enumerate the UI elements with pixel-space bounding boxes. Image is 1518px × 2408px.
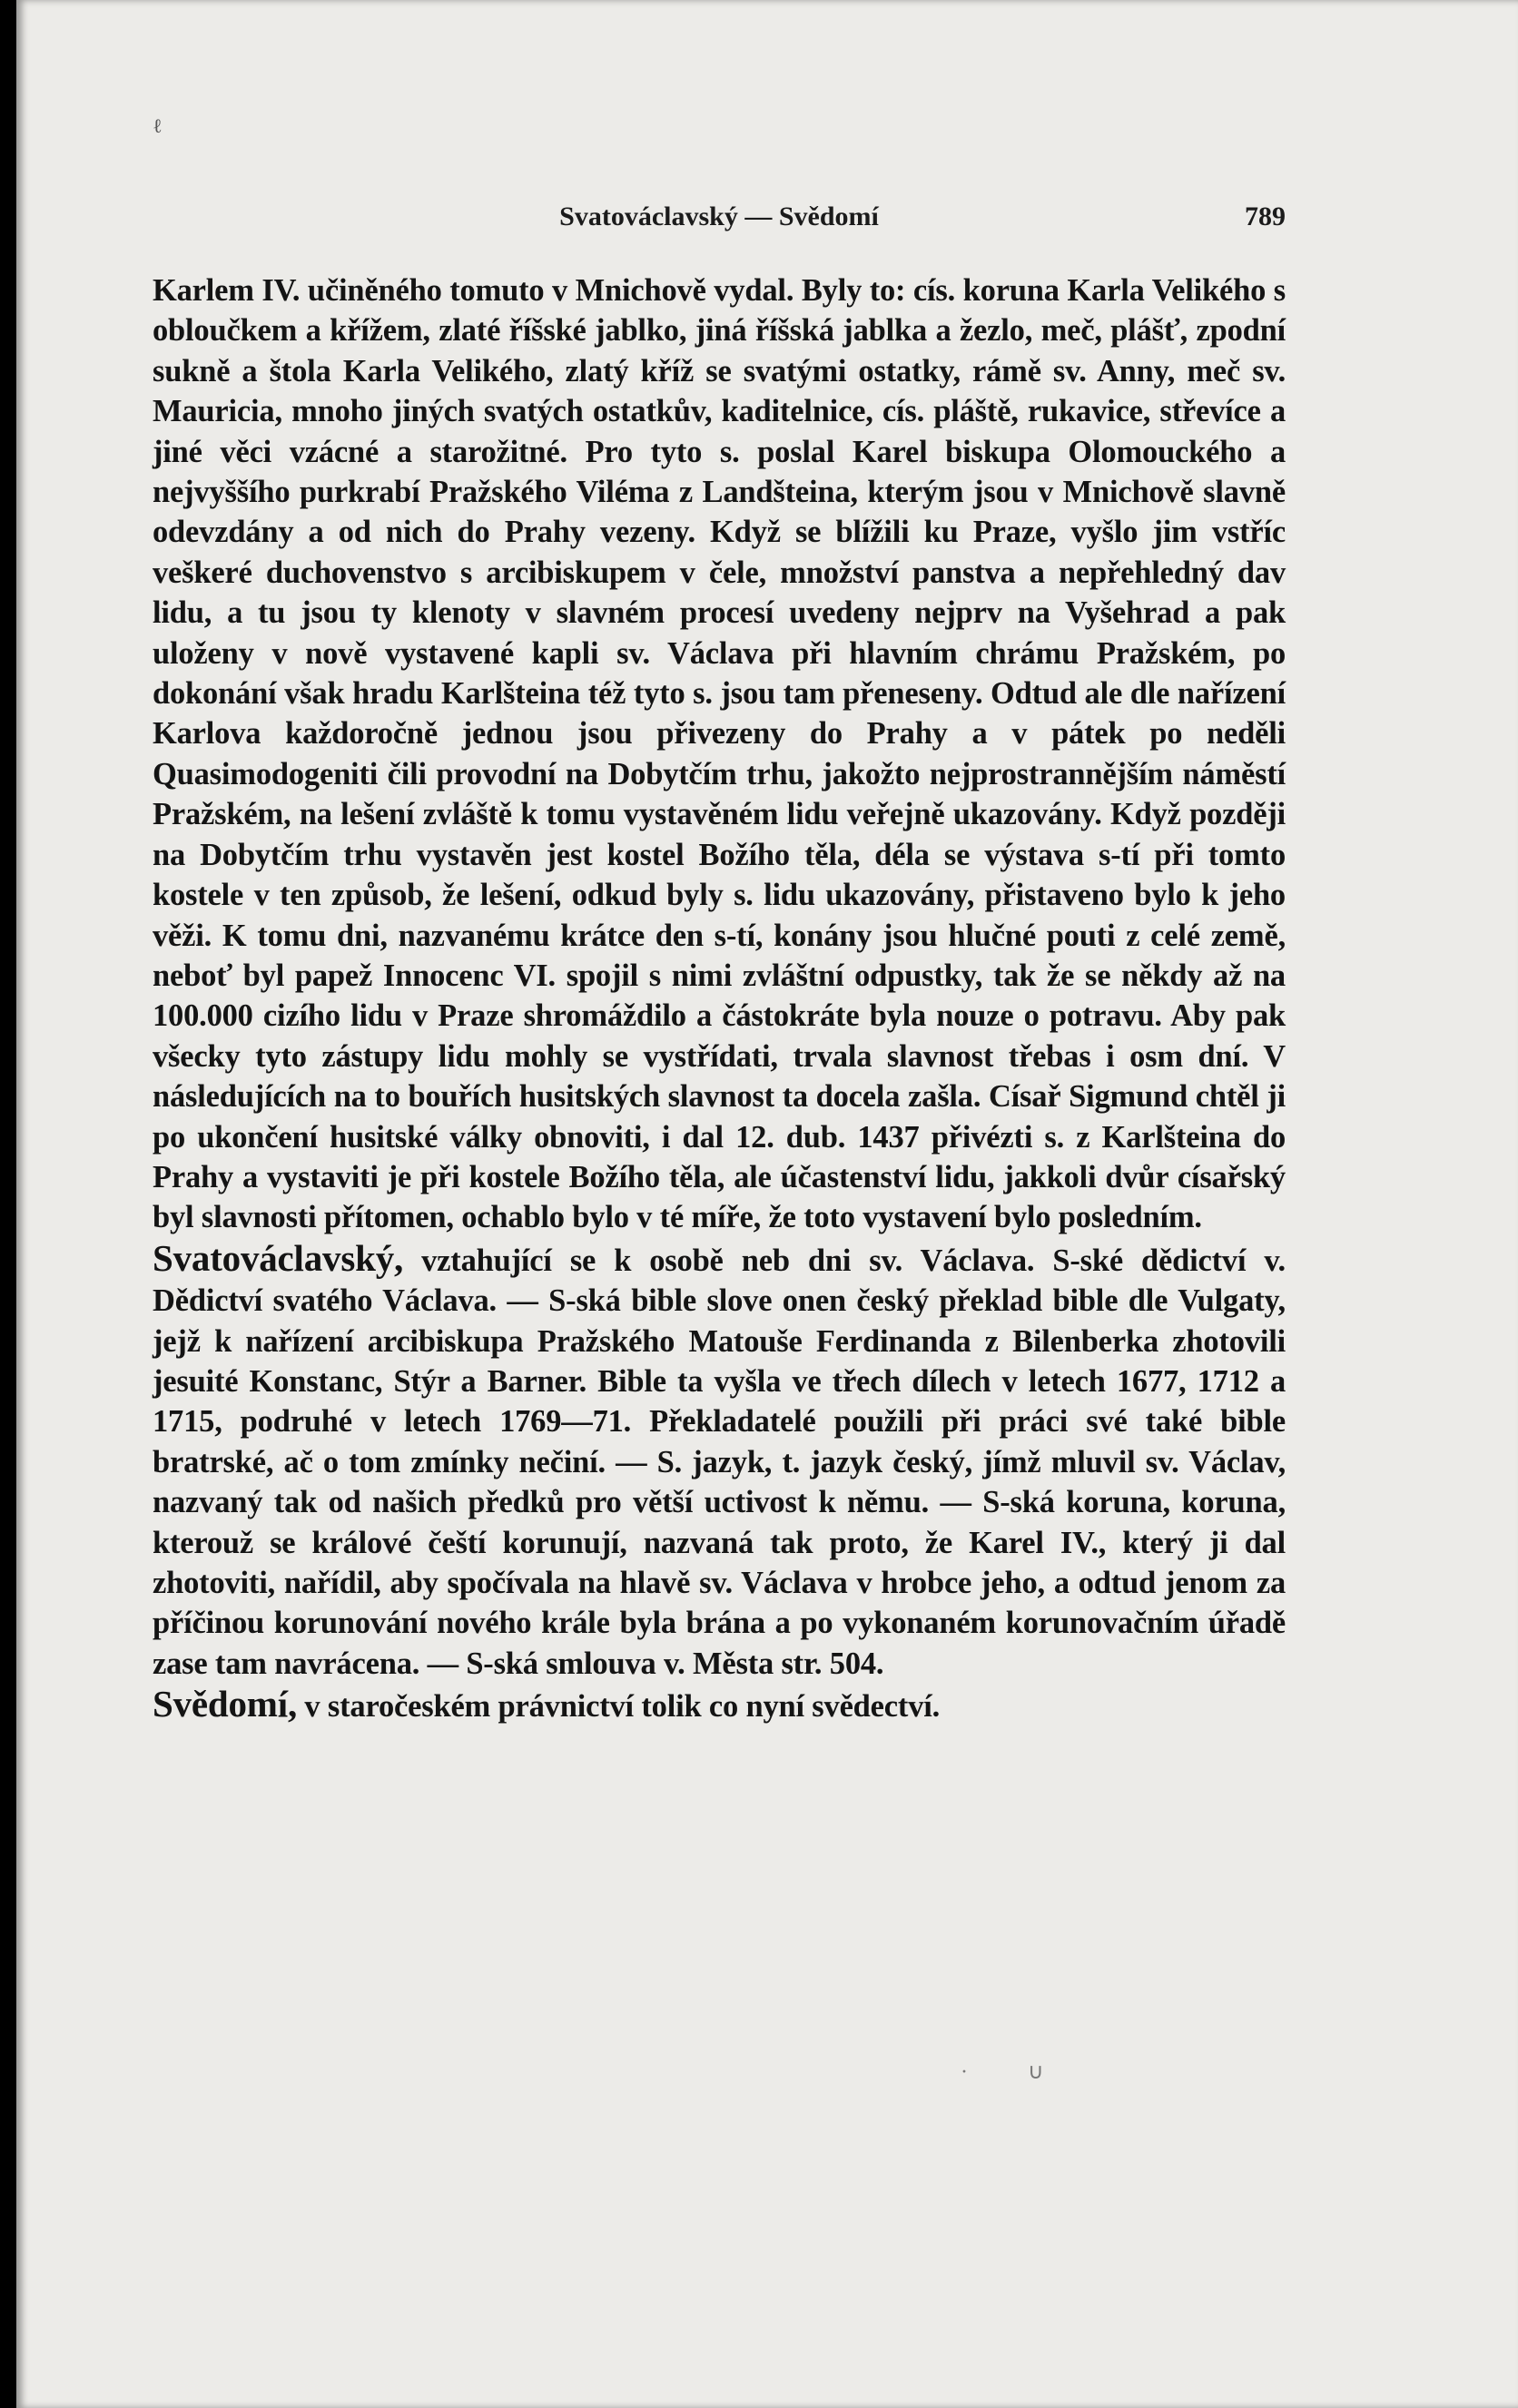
entry-text: v staročeském právnictví tolik co nyní svědectví. [297,1689,941,1725]
body-text [153,270,1286,1727]
entry-svedomi [153,1684,1286,1726]
margin-mark: ℓ [153,114,163,137]
paragraph-continuation [153,270,1286,1238]
page-number: 789 [1245,201,1286,231]
paragraph-text: Karlem IV. učiněného tomuto v Mnichově vydal. Byly to: cís. koruna Karla Velikého s obloučkem a křížem, zlaté říšské jablko, jiná říšská jablka a žezlo, meč, plášť, zpodní sukně a štola Karla Velikého, zlatý kříž se svatými ostatky, rámě sv. Anny, meč sv. Mauricia, mnoho jiných svatých ostatkův, kaditelnice, cís. pláště, rukavice, střevíce a jiné věci vzácné a starožitné. Pro tyto s. poslal Karel biskupa Olomouckého a nejvyššího purkrabí Pražského Viléma z Landšteina, kterým jsou v Mnichově slavně odevzdány a od nich do Prahy vezeny. Když se blížili ku Praze, vyšlo jim vstříc veškeré duchovenstvo s arcibiskupem v čele, množství panstva a nepřehledný dav lidu, a tu jsou ty klenoty v slavném procesí uvedeny nejprv na Vyšehrad a pak uloženy v nově vystavené kapli sv. Václava při hlavním chrámu Pražském, po dokonání však hradu Karlšteina též tyto s. jsou tam přeneseny. Odtud ale dle nařízení Karlova každoročně jednou jsou přivezeny do Prahy a v pátek po neděli Quasimodogeniti čili provodní na Dobytčím trhu, jakožto nejprostrannějším náměstí Pražském, na lešení zvláště k tomu vystavěném lidu veřejně ukazovány. Když později na Dobytčím trhu vystavěn jest kostel Božího těla, déla se výstava s-tí při tomto kostele v ten způsob, že lešení, odkud byly s. lidu ukazovány, přistaveno bylo k jeho věži. K tomu dni, nazvanému krátce den s-tí, konány jsou hlučné pouti z celé země, neboť byl papež Innocenc VI. spojil s nimi zvláštní odpustky, tak že se někdy až na 100.000 cizího lidu v Praze shromáždilo a částokráte byla nouze o potravu. Aby pak všecky tyto zástupy lidu mohly se vystřídati, trvala slavnost třebas i osm dní. V následujících na to bouřích husitských slavnost ta docela zašla. Císař Sigmund chtěl ji po ukončení husitské války obnoviti, i dal 12. dub. 1437 přivézti s. z Karlšteina do Prahy a vystaviti je při kostele Božího těla, ale účastenství lidu, jakkoli dvůr císařský byl slavnosti přítomen, ochablo bylo v té míře, že toto vystavení bylo posledním. [153,273,1286,1235]
entry-text: vztahující se k osobě neb dni sv. Václava. S-ské dědictví v. Dědictví svatého Václava. — S-ská bible slove onen český překlad bible dle Vulgaty, jejž k nařízení arcibiskupa Pražského Matouše Ferdinanda z Bilenberka zhotovili jesuité Konstanc, Stýr a Barner. Bible ta vyšla ve třech dílech v letech 1677, 1712 a 1715, podruhé v letech 1769—71. Překladatelé použili při práci své také bible bratrské, ač o tom zmínky nečiní. — S. jazyk, t. jazyk český, jímž mluvil sv. Václav, nazvaný tak od našich předků pro větší uctivost k němu. — S-ská koruna, koruna, kterouž se králové čeští korunují, nazvaná tak proto, že Karel IV., který ji dal zhotoviti, nařídil, aby spočívala na hlavě sv. Václava v hrobce jeho, a odtud jenom za příčinou korunování nového krále byla brána a po vykonaném korunovačním úřadě zase tam navrácena. — S-ská smlouva v. Města str. 504. [153,1243,1286,1681]
page-header [153,201,1286,241]
footer-marks: · ∪ [961,2060,1071,2084]
entry-svatovaclavsky [153,1238,1286,1684]
entry-headword: Svatováclavský, [153,1236,404,1279]
document-page [16,0,1518,2408]
running-title: Svatováclavský — Svědomí [559,201,879,231]
entry-headword: Svědomí, [153,1683,297,1725]
